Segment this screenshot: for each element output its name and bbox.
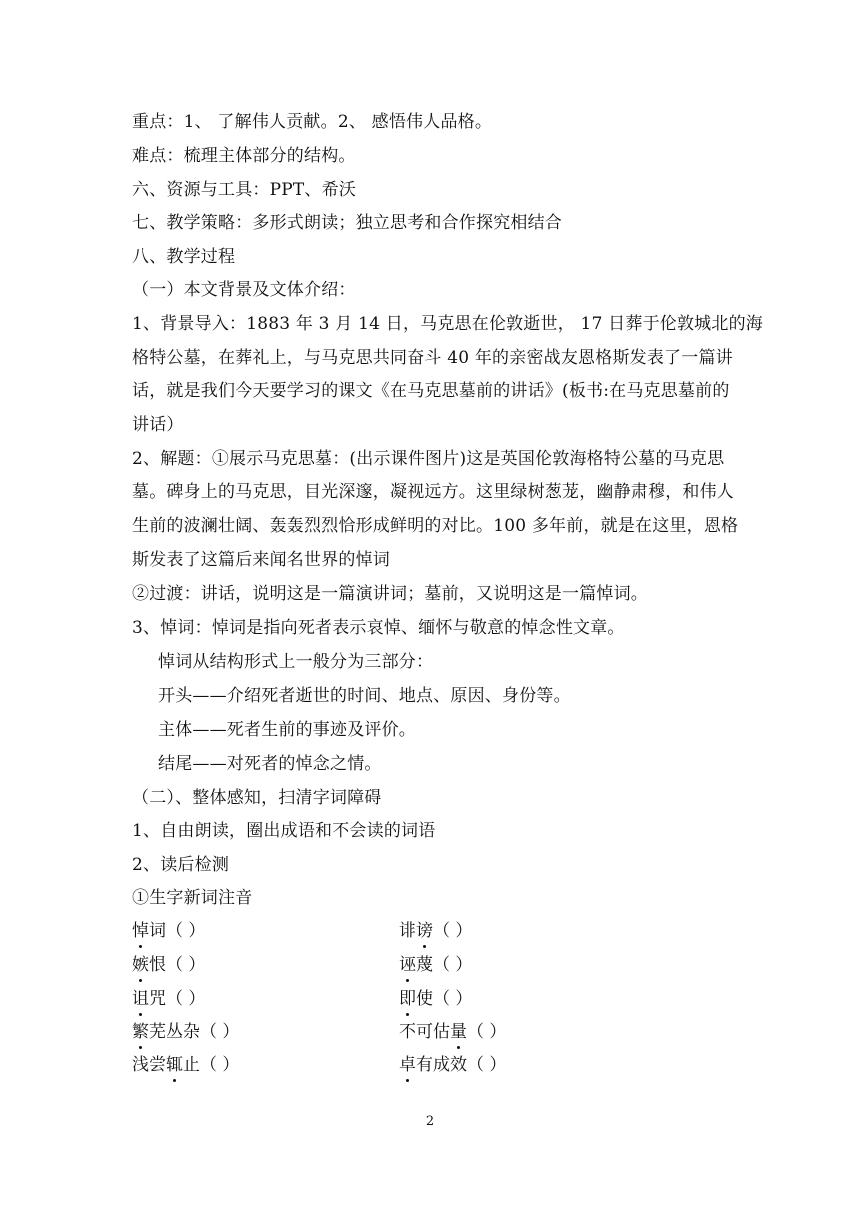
vocab-item: 繁芜丛杂（ ） (132, 1022, 240, 1042)
strategy-line: 七、教学策略：多形式朗读；独立思考和合作探究相结合 (132, 213, 562, 233)
structure-ending-line: 结尾——对死者的悼念之情。 (158, 754, 382, 774)
check-task-line: 2、读后检测 (132, 855, 230, 875)
vocab-item: 嫉恨（ ） (132, 955, 206, 975)
emphasis-dot-char: 卓 (399, 1055, 416, 1075)
vocab-item: 诽谤（ ） (399, 921, 473, 941)
difficulty-line: 难点：梳理主体部分的结构。 (132, 146, 356, 166)
vocab-item: 诬蔑（ ） (399, 955, 473, 975)
explanation-line-1: 2、解题：①展示马克思墓：(出示课件图片)这是英国伦敦海格特公墓的马克思 (132, 449, 725, 469)
answer-blank: （ ） (433, 989, 473, 1009)
transition-line: ②过渡：讲话，说明这是一篇演讲词；墓前，又说明这是一篇悼词。 (132, 584, 648, 604)
section-two-heading: （二）、整体感知，扫清字词障碍 (132, 788, 382, 808)
emphasis-dot-char: 繁 (132, 1022, 149, 1042)
emphasis-dot-char: 即 (399, 989, 416, 1009)
emphasis-dot-char: 悼 (132, 921, 149, 941)
answer-blank: （ ） (200, 1055, 240, 1075)
vocab-item: 悼词（ ） (132, 921, 206, 941)
background-line-3: 话，就是我们今天要学习的课文《在马克思墓前的讲话》(板书:在马克思墓前的 (132, 381, 730, 401)
resources-line: 六、资源与工具：PPT、希沃 (132, 180, 357, 200)
eulogy-definition-line: 3、悼词：悼词是指向死者表示哀悼、缅怀与敬意的悼念性文章。 (132, 618, 625, 638)
structure-intro-line: 悼词从结构形式上一般分为三部分： (158, 652, 434, 672)
emphasis-dot-char: 辄 (166, 1055, 183, 1075)
explanation-line-2: 墓。碑身上的马克思，目光深邃，凝视远方。这里绿树葱茏，幽静肃穆，和伟人 (132, 482, 734, 502)
emphasis-dot-char: 谤 (416, 921, 433, 941)
background-line-2: 格特公墓，在葬礼上，与马克思共同奋斗 40 年的亲密战友恩格斯发表了一篇讲 (132, 348, 733, 368)
reading-task-line: 1、自由朗读，圈出成语和不会读的词语 (132, 821, 436, 841)
answer-blank: （ ） (166, 955, 206, 975)
vocab-item: 浅尝辄止（ ） (132, 1055, 240, 1075)
section-one-heading: （一）本文背景及文体介绍： (132, 280, 356, 300)
vocab-item: 不可估量（ ） (399, 1022, 507, 1042)
background-line-1: 1、背景导入：1883 年 3 月 14 日，马克思在伦敦逝世， 17 日葬于伦敦城北的海 (132, 314, 763, 334)
vocab-item: 诅咒（ ） (132, 989, 206, 1009)
answer-blank: （ ） (166, 921, 206, 941)
answer-blank: （ ） (166, 989, 206, 1009)
emphasis-dot-char: 诬 (399, 955, 416, 975)
structure-body-line: 主体——死者生前的事迹及评价。 (158, 720, 416, 740)
background-line-4: 讲话） (132, 415, 184, 435)
answer-blank: （ ） (467, 1022, 507, 1042)
explanation-line-4: 斯发表了这篇后来闻名世界的悼词 (132, 550, 390, 570)
answer-blank: （ ） (433, 921, 473, 941)
key-points-line: 重点：1、 了解伟人贡献。2、 感悟伟人品格。 (132, 112, 493, 132)
vocab-item: 卓有成效（ ） (399, 1055, 507, 1075)
page-number: 2 (425, 1114, 435, 1129)
vocab-item: 即使（ ） (399, 989, 473, 1009)
emphasis-dot-char: 诅 (132, 989, 149, 1009)
answer-blank: （ ） (467, 1055, 507, 1075)
emphasis-dot-char: 量 (450, 1022, 467, 1042)
answer-blank: （ ） (200, 1022, 240, 1042)
structure-opening-line: 开头——介绍死者逝世的时间、地点、原因、身份等。 (158, 686, 571, 706)
explanation-line-3: 生前的波澜壮阔、轰轰烈烈恰形成鲜明的对比。100 多年前，就是在这里，恩格 (132, 516, 739, 536)
process-heading: 八、教学过程 (132, 247, 236, 267)
phonetic-task-line: ①生字新词注音 (132, 888, 253, 908)
emphasis-dot-char: 嫉 (132, 955, 149, 975)
answer-blank: （ ） (433, 955, 473, 975)
